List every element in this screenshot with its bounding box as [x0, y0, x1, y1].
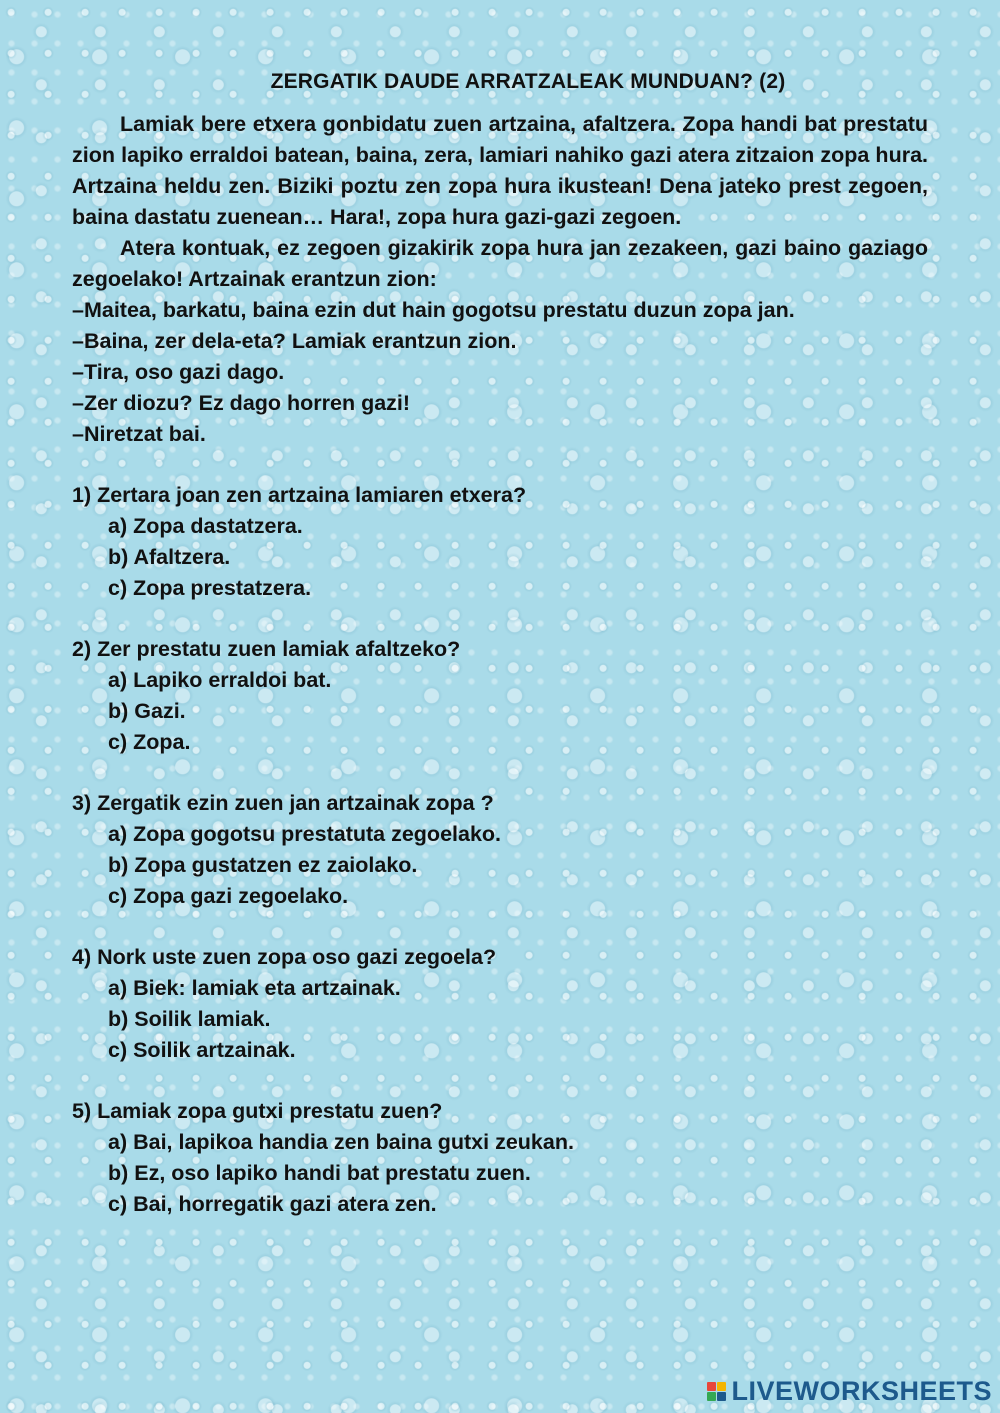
dialogue-line: –Zer diozu? Ez dago horren gazi! [72, 391, 411, 415]
question-text: 3) Zergatik ezin zuen jan artzainak zopa ? [72, 791, 494, 815]
story-paragraph-1: Lamiak bere etxera gonbidatu zuen artzaina, afaltzera. Zopa handi bat prestatu zion lapiko erraldoi batean, baina, zera, lamiari nahiko gazi atera zitzaion zopa hura. Artzaina heldu zen. Biziki poztu zen zopa hura ikustean! Dena jateko prest zegoen, baina dastatu zuenean… Hara!, zopa hura gazi-gazi zegoen. [72, 112, 928, 229]
question-5 [72, 1096, 928, 1220]
question-2 [72, 634, 928, 758]
question-1 [72, 480, 928, 604]
logo-square [717, 1382, 726, 1391]
dialogue-line: –Tira, oso gazi dago. [72, 360, 285, 384]
answer-option-5c[interactable]: c) Bai, horregatik gazi atera zen. [108, 1192, 437, 1216]
question-text: 1) Zertara joan zen artzaina lamiaren etxera? [72, 483, 527, 507]
answer-option-2a[interactable]: a) Lapiko erraldoi bat. [108, 668, 332, 692]
answer-option-5a[interactable]: a) Bai, lapikoa handia zen baina gutxi zeukan. [108, 1130, 574, 1154]
liveworksheets-logo [707, 1376, 992, 1407]
question-4 [72, 942, 928, 1066]
answer-option-1c[interactable]: c) Zopa prestatzera. [108, 576, 312, 600]
dialogue-line: –Maitea, barkatu, baina ezin dut hain gogotsu prestatu duzun zopa jan. [72, 298, 795, 322]
answer-option-1b[interactable]: b) Afaltzera. [108, 545, 231, 569]
question-3 [72, 788, 928, 912]
answer-option-3c[interactable]: c) Zopa gazi zegoelako. [108, 884, 349, 908]
logo-text: LIVEWORKSHEETS [731, 1376, 992, 1406]
logo-grid-icon [707, 1382, 726, 1401]
answer-option-4a[interactable]: a) Biek: lamiak eta artzainak. [108, 976, 401, 1000]
answer-option-1a[interactable]: a) Zopa dastatzera. [108, 514, 303, 538]
logo-square [717, 1392, 726, 1401]
question-text: 5) Lamiak zopa gutxi prestatu zuen? [72, 1099, 443, 1123]
story [72, 109, 928, 450]
answer-option-3b[interactable]: b) Zopa gustatzen ez zaiolako. [108, 853, 418, 877]
question-text: 4) Nork uste zuen zopa oso gazi zegoela? [72, 945, 497, 969]
answer-option-4c[interactable]: c) Soilik artzainak. [108, 1038, 296, 1062]
story-paragraph-2: Atera kontuak, ez zegoen gizakirik zopa hura jan zezakeen, gazi baino gaziago zegoelako! Artzainak erantzun zion: [72, 236, 928, 291]
worksheet-title: ZERGATIK DAUDE ARRATZALEAK MUNDUAN? (2) [270, 70, 786, 93]
dialogue-line: –Niretzat bai. [72, 422, 206, 446]
worksheet [72, 70, 928, 1220]
question-text: 2) Zer prestatu zuen lamiak afaltzeko? [72, 637, 461, 661]
answer-option-4b[interactable]: b) Soilik lamiak. [108, 1007, 271, 1031]
answer-option-5b[interactable]: b) Ez, oso lapiko handi bat prestatu zuen. [108, 1161, 531, 1185]
logo-square [707, 1382, 716, 1391]
dialogue-line: –Baina, zer dela-eta? Lamiak erantzun zion. [72, 329, 517, 353]
logo-square [707, 1392, 716, 1401]
answer-option-3a[interactable]: a) Zopa gogotsu prestatuta zegoelako. [108, 822, 502, 846]
answer-option-2b[interactable]: b) Gazi. [108, 699, 186, 723]
answer-option-2c[interactable]: c) Zopa. [108, 730, 191, 754]
